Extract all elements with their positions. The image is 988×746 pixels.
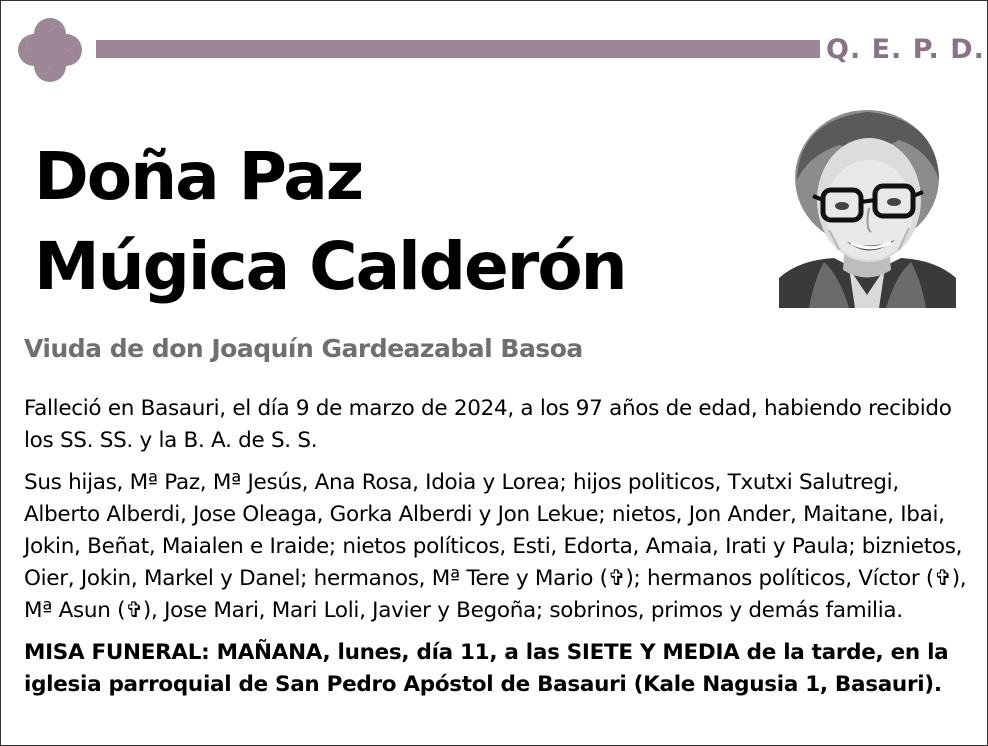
widow-subtitle: Viuda de don Joaquín Gardeazabal Basoa	[24, 334, 583, 363]
name-line-1: Doña Paz	[34, 138, 363, 215]
qepd-label: Q. E. P. D.	[826, 34, 985, 65]
lauburu-icon	[10, 10, 90, 90]
name-line-2: Múgica Calderón	[34, 228, 626, 305]
portrait-photo	[779, 100, 956, 308]
deceased-name	[34, 132, 754, 312]
family-paragraph: Sus hijas, Mª Paz, Mª Jesús, Ana Rosa, Idoia y Lorea; hijos politicos, Txutxi Salutregi, Alberto Alberdi, Jose Oleaga, Gorka Alberdi y Jon Lekue; nietos, Jon Ander, Maitane, Ibai, Jokin, Beñat, Maialen e Iraide; nietos políticos, Esti, Edorta, Amaia, Irati y Paula; biznietos, Oier, Jokin, Markel y Danel; hermanos, Mª Tere y Mario (✞); hermanos políticos, Víctor (✞), Mª Asun (✞), Jose Mari, Mari Loli, Javier y Begoña; sobrinos, primos y demás familia.	[24, 470, 967, 623]
header-bar	[96, 40, 820, 58]
death-notice-paragraph: Falleció en Basauri, el día 9 de marzo de 2024, a los 97 años de edad, habiendo recibido los SS. SS. y la B. A. de S. S.	[24, 396, 952, 453]
funeral-mass-paragraph: MISA FUNERAL: MAÑANA, lunes, día 11, a las SIETE Y MEDIA de la tarde, en la iglesia parroquial de San Pedro Apóstol de Basauri (Kale Nagusia 1, Basauri).	[24, 640, 949, 697]
obituary-body	[24, 393, 969, 711]
